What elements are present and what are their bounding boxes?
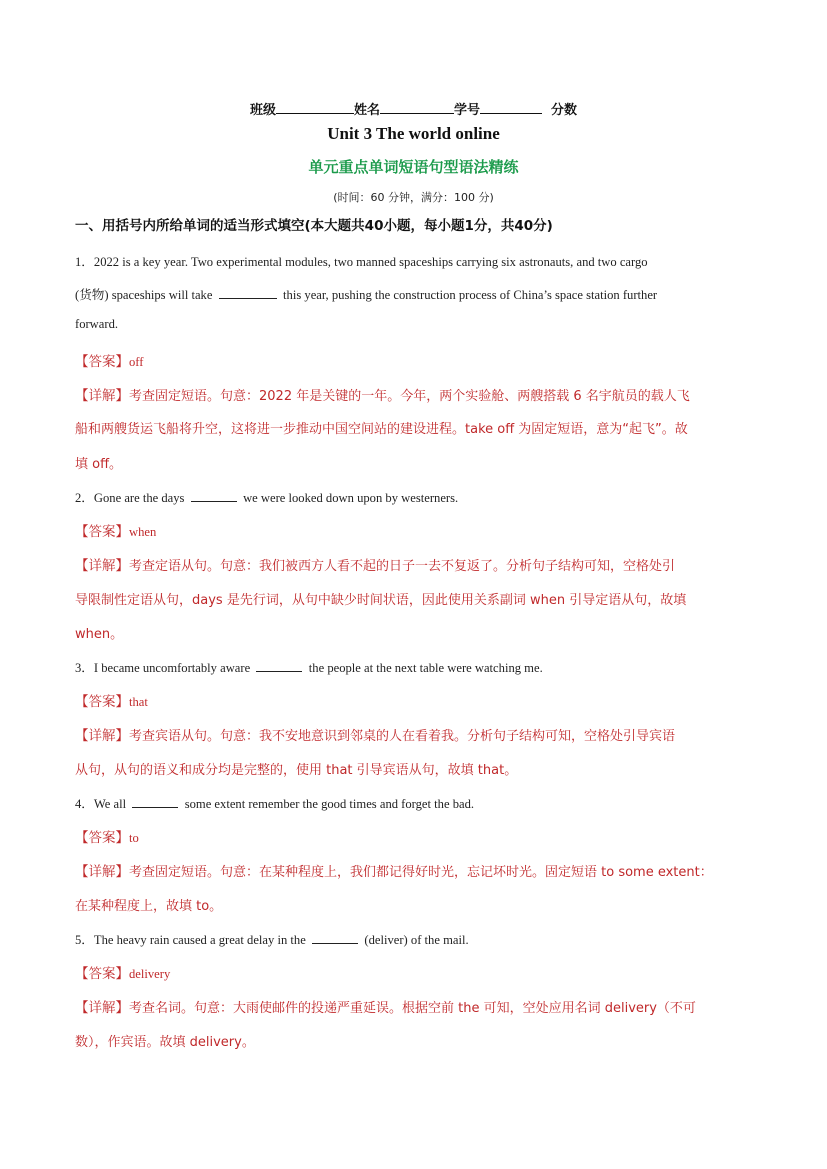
student-info-line — [0, 99, 827, 118]
class-label: 班级 — [249, 103, 276, 118]
question-2-blank[interactable] — [191, 490, 237, 502]
question-2: 2．Gone are the days we were looked down upon by westerners. — [75, 491, 459, 505]
question-3: 3．I became uncomfortably aware the people at the next table were watching me. — [75, 661, 543, 675]
answer-4: 【答案】to — [75, 830, 139, 846]
detail-1-line-3: 填 off。 — [75, 457, 123, 472]
number-label: 学号 — [453, 103, 480, 118]
detail-1-line-2: 船和两艘货运飞船将升空，这将进一步推动中国空间站的建设进程。take off 为固定短语，意为“起飞”。故 — [75, 422, 688, 437]
question-4: 4．We all some extent remember the good times and forget the bad. — [75, 797, 475, 811]
detail-3-line-1: 【详解】考查宾语从句。句意：我不安地意识到邻桌的人在看着我。分析句子结构可知，空格处引导宾语 — [75, 728, 676, 744]
question-4-blank[interactable] — [132, 796, 178, 808]
detail-5-line-2: 数），作宾语。故填 delivery。 — [75, 1035, 255, 1050]
name-label: 姓名 — [353, 103, 380, 118]
answer-1: 【答案】off — [75, 354, 144, 370]
class-blank[interactable] — [276, 101, 354, 114]
answer-3: 【答案】that — [75, 694, 148, 710]
answer-2: 【答案】when — [75, 524, 157, 540]
detail-4-line-2: 在某种程度上，故填 to。 — [75, 899, 223, 914]
answer-5: 【答案】delivery — [75, 966, 171, 982]
question-1-line-1: 1．2022 is a key year. Two experimental modules, two manned spaceships carrying six astronauts, and two cargo — [75, 255, 648, 269]
score-label: 分数 — [551, 103, 578, 118]
question-5-blank[interactable] — [312, 932, 358, 944]
time-info: (时间：60 分钟，满分：100 分) — [333, 191, 494, 204]
detail-5-line-1: 【详解】考查名词。句意：大雨使邮件的投递严重延误。根据空前 the 可知，空处应用名词 delivery（不可 — [75, 1000, 696, 1016]
detail-2-line-1: 【详解】考查定语从句。句意：我们被西方人看不起的日子一去不复返了。分析句子结构可知，空格处引 — [75, 558, 676, 574]
subtitle: 单元重点单词短语句型语法精练 — [308, 158, 519, 176]
unit-title: Unit 3 The world online — [327, 124, 500, 143]
detail-1-line-1: 【详解】考查固定短语。句意：2022 年是关键的一年。今年，两个实验舱、两艘搭载 6 名宇航员的载人飞 — [75, 388, 690, 404]
name-blank[interactable] — [380, 101, 454, 114]
detail-2-line-3: when。 — [75, 627, 124, 642]
question-1-line-3: forward. — [75, 317, 119, 331]
number-blank[interactable] — [480, 101, 542, 114]
detail-2-line-2: 导限制性定语从句，days 是先行词，从句中缺少时间状语，因此使用关系副词 when 引导定语从句，故填 — [75, 593, 687, 608]
question-1-line-2: (货物) spaceships will take this year, pushing the construction process of China’s space station further — [75, 288, 658, 302]
detail-3-line-2: 从句，从句的语义和成分均是完整的，使用 that 引导宾语从句，故填 that。 — [75, 763, 518, 778]
question-1-blank[interactable] — [219, 287, 277, 299]
question-5: 5．The heavy rain caused a great delay in the (deliver) of the mail. — [75, 933, 469, 947]
section-heading: 一、用括号内所给单词的适当形式填空(本大题共40小题，每小题1分，共40分) — [75, 218, 553, 234]
detail-4-line-1: 【详解】考查固定短语。句意：在某种程度上，我们都记得好时光，忘记坏时光。固定短语 to some extent： — [75, 864, 713, 880]
question-3-blank[interactable] — [256, 660, 302, 672]
